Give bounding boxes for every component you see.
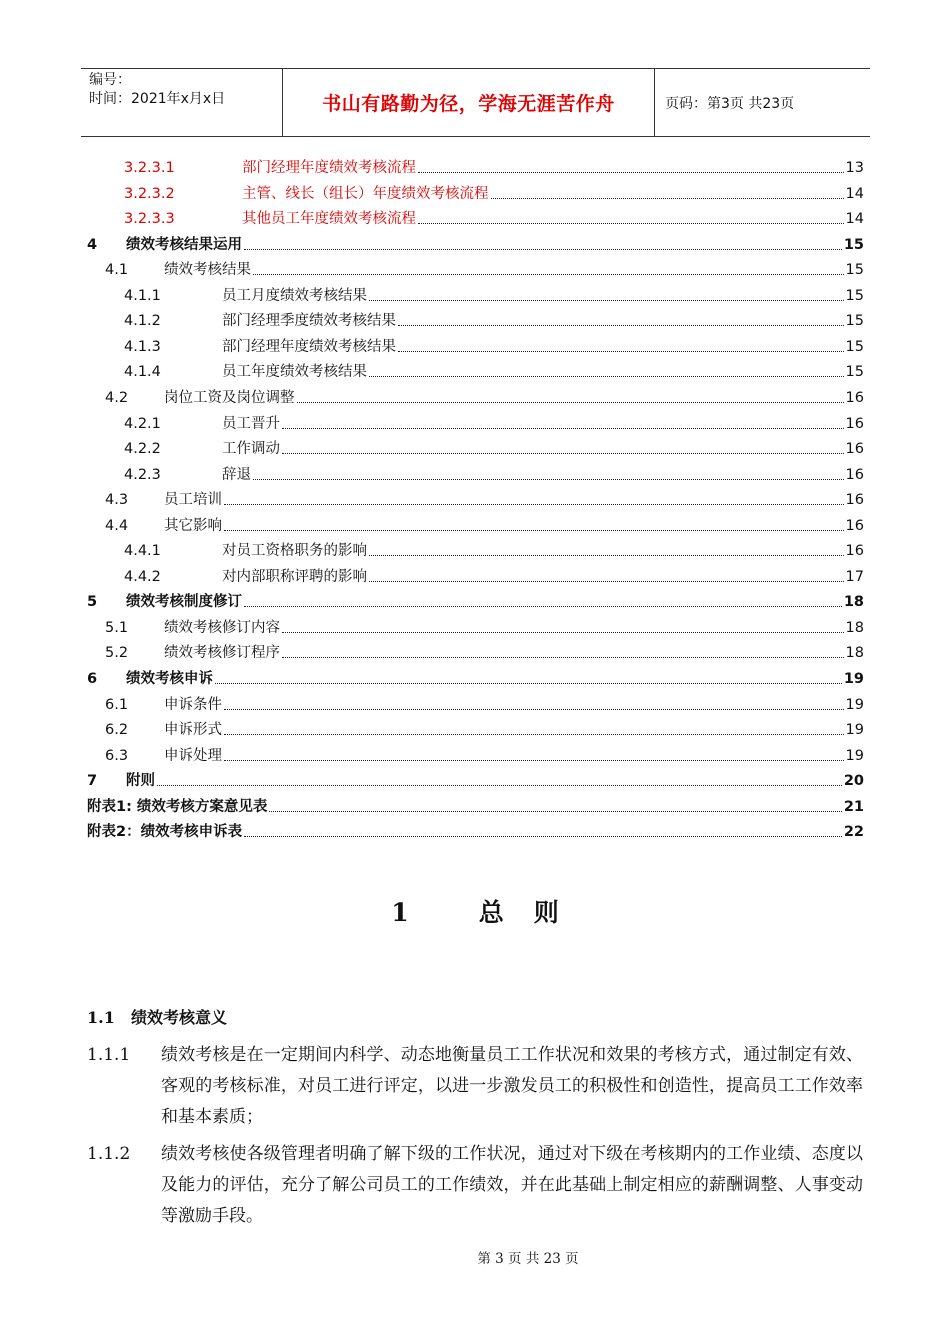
toc-entry-title: 部门经理年度绩效考核结果	[222, 338, 396, 355]
toc-entry-number: 3.2.3.1	[124, 160, 175, 176]
toc-entry-page: 18	[845, 645, 864, 662]
toc-entry[interactable]	[87, 387, 864, 407]
toc-leader-dots	[282, 631, 844, 633]
chapter-heading	[0, 893, 950, 929]
toc-entry[interactable]	[87, 694, 864, 714]
toc-entry-page: 15	[845, 262, 864, 279]
toc-entry[interactable]	[87, 464, 864, 484]
toc-leader-dots	[398, 324, 844, 326]
toc-leader-dots	[369, 299, 844, 301]
paragraph	[87, 1040, 863, 1133]
toc-entry-page: 19	[845, 696, 864, 713]
toc-entry-number: 4.1.4	[124, 364, 161, 381]
toc-entry-page: 22	[843, 824, 864, 841]
section-heading	[87, 1005, 227, 1028]
toc-entry[interactable]	[87, 668, 864, 688]
toc-entry[interactable]	[87, 566, 864, 586]
toc-entry[interactable]	[87, 413, 864, 433]
toc-entry-number: 4.1	[105, 262, 129, 279]
toc-entry-page: 14	[845, 211, 864, 228]
toc-entry-number: 4.4.2	[124, 568, 161, 585]
toc-entry-number: 4.4.1	[124, 543, 161, 560]
toc-entry[interactable]	[87, 234, 864, 254]
page-footer: 第 3 页 共 23 页	[477, 1251, 579, 1267]
toc-entry-title: 申诉形式	[164, 722, 222, 739]
toc-entry-page: 17	[845, 568, 864, 585]
toc-entry[interactable]	[87, 259, 864, 279]
toc-leader-dots	[224, 708, 844, 710]
toc-leader-dots	[224, 733, 844, 735]
toc-entry-title: 员工月度绩效考核结果	[222, 287, 367, 304]
header-page-cell	[655, 69, 870, 136]
toc-leader-dots	[224, 503, 844, 505]
toc-entry-number: 4.3	[105, 492, 129, 509]
paragraph-number: 1.1.2	[87, 1144, 131, 1164]
toc-entry[interactable]	[87, 489, 864, 509]
toc-entry[interactable]	[87, 310, 864, 330]
toc-entry-number: 6.1	[105, 696, 129, 713]
header-motto-cell	[283, 69, 655, 136]
toc-entry-page: 16	[845, 517, 864, 534]
toc-entry-title: 其他员工年度绩效考核流程	[242, 211, 416, 228]
paragraph-number: 1.1.1	[87, 1045, 131, 1065]
toc-entry-number: 6	[87, 671, 98, 687]
toc-entry-title: 绩效考核结果运用	[126, 236, 242, 253]
toc-entry[interactable]	[87, 438, 864, 458]
toc-entry-number: 5.2	[105, 645, 129, 662]
toc-entry-page: 15	[843, 236, 864, 253]
toc-entry-title: 员工培训	[164, 492, 222, 509]
toc-entry-number: 4.2	[105, 389, 129, 406]
paragraph-text: 绩效考核是在一定期间内科学、动态地衡量员工工作状况和效果的考核方式，通过制定有效、客观的考核标准，对员工进行评定，以进一步激发员工的积极性和创造性，提高员工工作效率和基本素质；	[161, 1045, 863, 1127]
toc-entry-number: 4.1.3	[124, 338, 161, 355]
toc-entry-number: 5.1	[105, 619, 129, 636]
toc-entry-title: 其它影响	[164, 517, 222, 534]
toc-entry-number: 3.2.3.3	[124, 211, 175, 228]
toc-entry-title: 员工晋升	[222, 415, 280, 432]
doc-date-label: 时间：2021年x月x日	[89, 91, 226, 107]
toc-leader-dots	[297, 401, 844, 403]
toc-leader-dots	[224, 759, 844, 761]
toc-entry-page: 15	[845, 338, 864, 355]
chapter-title-char-2: 则	[533, 898, 559, 927]
toc-leader-dots	[215, 682, 842, 684]
toc-entry-number: 4.2.2	[124, 441, 161, 458]
toc-entry-number: 6.2	[105, 722, 129, 739]
toc-leader-dots	[253, 273, 844, 275]
toc-entry-page: 19	[845, 722, 864, 739]
toc-entry-number: 5	[87, 594, 98, 611]
toc-leader-dots	[369, 375, 844, 377]
toc-entry-page: 20	[843, 773, 864, 790]
toc-entry[interactable]	[87, 642, 864, 662]
toc-leader-dots	[244, 835, 842, 837]
toc-entry-title: 申诉条件	[164, 696, 222, 713]
chapter-number: 1	[391, 898, 409, 927]
toc-leader-dots	[253, 478, 844, 480]
toc-entry[interactable]	[87, 719, 864, 739]
toc-entry[interactable]	[87, 796, 864, 816]
paragraph	[87, 1139, 863, 1232]
toc-entry-number: 4.2.3	[124, 466, 161, 483]
toc-entry-page: 18	[843, 594, 864, 611]
toc-leader-dots	[269, 810, 841, 812]
toc-entry-title: 部门经理年度绩效考核流程	[242, 160, 416, 176]
toc-entry-title: 对内部职称评聘的影响	[222, 568, 367, 585]
header-meta-cell	[81, 69, 283, 136]
toc-entry-page: 13	[845, 160, 864, 176]
section-title: 绩效考核意义	[131, 1008, 228, 1027]
toc-entry-title: 绩效考核制度修订	[126, 594, 242, 611]
doc-number-label: 编号：	[89, 72, 131, 88]
toc-entry[interactable]	[87, 157, 864, 177]
toc-leader-dots	[369, 554, 844, 556]
toc-leader-dots	[282, 452, 844, 454]
toc-entry-page: 15	[845, 364, 864, 381]
toc-entry-page: 15	[845, 287, 864, 304]
toc-entry-page: 16	[845, 543, 864, 560]
header-page-info: 页码：第3页 共23页	[665, 95, 795, 112]
toc-entry-number: 4.4	[105, 517, 129, 534]
toc-entry[interactable]	[87, 336, 864, 356]
chapter-title-char-1: 总	[478, 898, 504, 927]
toc-leader-dots	[157, 784, 842, 786]
toc-leader-dots	[369, 580, 844, 582]
toc-entry-title: 绩效考核申诉	[126, 671, 213, 687]
toc-entry-title: 绩效考核修订程序	[164, 645, 280, 662]
toc-entry-number: 3.2.3.2	[124, 185, 175, 202]
toc-entry-title: 员工年度绩效考核结果	[222, 364, 367, 381]
toc-entry-title: 附则	[126, 773, 155, 790]
toc-entry-page: 18	[845, 619, 864, 636]
toc-leader-dots	[244, 605, 842, 607]
toc-entry-number: 4.1.1	[124, 287, 161, 304]
toc-entry-page: 15	[845, 313, 864, 330]
toc-leader-dots	[282, 427, 844, 429]
section-number: 1.1	[87, 1008, 115, 1027]
toc-leader-dots	[282, 656, 844, 658]
toc-entry-number: 6.3	[105, 747, 129, 764]
toc-entry-title: 岗位工资及岗位调整	[164, 389, 295, 406]
toc-entry-page: 19	[843, 671, 864, 687]
toc-leader-dots	[398, 350, 844, 352]
toc-leader-dots	[491, 197, 844, 199]
toc-entry-title: 对员工资格职务的影响	[222, 543, 367, 560]
header-motto: 书山有路勤为径，学海无涯苦作舟	[322, 93, 615, 115]
toc-entry-page: 16	[845, 415, 864, 432]
toc-entry[interactable]	[87, 821, 864, 841]
toc-entry-title: 附表2：绩效考核申诉表	[87, 824, 243, 841]
toc-entry[interactable]	[87, 515, 864, 535]
toc-entry-number: 7	[87, 773, 98, 790]
toc-entry[interactable]	[87, 770, 864, 790]
toc-leader-dots	[418, 222, 844, 224]
toc-entry-title: 主管、线长（组长）年度绩效考核流程	[242, 185, 489, 202]
toc-entry-number: 4.1.2	[124, 313, 161, 330]
toc-entry-title: 部门经理季度绩效考核结果	[222, 313, 396, 330]
toc-entry[interactable]	[87, 285, 864, 305]
toc-entry[interactable]	[87, 745, 864, 765]
toc-entry-title: 申诉处理	[164, 747, 222, 764]
toc-entry[interactable]	[87, 183, 864, 203]
page-header	[81, 68, 870, 137]
toc-entry-page: 14	[845, 185, 864, 202]
toc-leader-dots	[244, 248, 842, 250]
toc-entry[interactable]	[87, 591, 864, 611]
toc-entry-number: 4.2.1	[124, 415, 161, 432]
toc-entry-page: 16	[845, 389, 864, 406]
toc-entry-title: 辞退	[222, 466, 251, 483]
toc-entry-page: 19	[845, 747, 864, 764]
toc-entry[interactable]	[87, 540, 864, 560]
toc-entry-page: 16	[845, 492, 864, 509]
toc-entry-page: 16	[845, 441, 864, 458]
toc-entry[interactable]	[87, 361, 864, 381]
toc-entry-title: 工作调动	[222, 441, 280, 458]
toc-entry-page: 21	[843, 798, 864, 815]
toc-entry-number: 4	[87, 236, 98, 253]
toc-entry[interactable]	[87, 208, 864, 228]
toc-entry[interactable]	[87, 617, 864, 637]
toc-leader-dots	[224, 529, 844, 531]
toc-entry-title: 绩效考核修订内容	[164, 619, 280, 636]
paragraph-text: 绩效考核使各级管理者明确了解下级的工作状况，通过对下级在考核期内的工作业绩、态度以及能力的评估，充分了解公司员工的工作绩效，并在此基础上制定相应的薪酬调整、人事变动等激励手段。	[161, 1144, 863, 1226]
toc-leader-dots	[418, 171, 844, 173]
toc-entry-page: 16	[845, 466, 864, 483]
toc-entry-title: 绩效考核结果	[164, 262, 251, 279]
toc-entry-title: 附表1: 绩效考核方案意见表	[87, 798, 268, 815]
